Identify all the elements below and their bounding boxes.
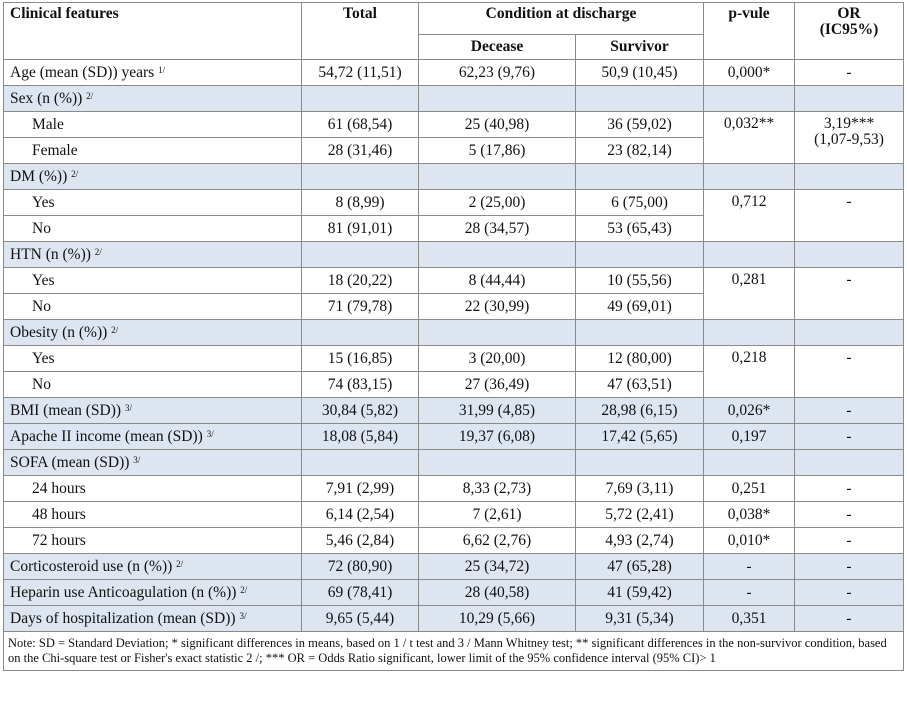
header-clinical-features: Clinical features (4, 3, 302, 60)
cell-decease: 6,62 (2,76) (419, 528, 576, 554)
row-label: No (4, 216, 302, 242)
row-label: BMI (mean (SD)) $^{3/}$ (4, 398, 302, 424)
section-row (4, 86, 904, 112)
cell-or: - (795, 476, 904, 502)
table-row (4, 190, 904, 216)
cell-decease: 25 (34,72) (419, 554, 576, 580)
row-label: Yes (4, 268, 302, 294)
cell-total: 18 (20,22) (302, 268, 419, 294)
cell-decease: 25 (40,98) (419, 112, 576, 138)
cell-pvalue: 0,218 (704, 346, 795, 398)
row-label: Obesity (n (%)) $^{2/}$ (4, 320, 302, 346)
cell-survivor: 12 (80,00) (576, 346, 704, 372)
header-row (4, 3, 904, 35)
table-row (4, 502, 904, 528)
cell-total: 9,65 (5,44) (302, 606, 419, 632)
table-note-row (4, 632, 904, 671)
cell-total: 30,84 (5,82) (302, 398, 419, 424)
cell-total: 69 (78,41) (302, 580, 419, 606)
section-row (4, 320, 904, 346)
cell-total: 74 (83,15) (302, 372, 419, 398)
header-condition: Condition at discharge (419, 3, 704, 35)
cell-total: 5,46 (2,84) (302, 528, 419, 554)
cell-survivor: 53 (65,43) (576, 216, 704, 242)
cell-pvalue: 0,026* (704, 398, 795, 424)
cell-decease: 62,23 (9,76) (419, 60, 576, 86)
table-row (4, 476, 904, 502)
row-label: HTN (n (%)) $^{2/}$ (4, 242, 302, 268)
table-row (4, 528, 904, 554)
cell-decease: 8 (44,44) (419, 268, 576, 294)
cell-pvalue: 0,197 (704, 424, 795, 450)
cell-or: - (795, 554, 904, 580)
row-label: 24 hours (4, 476, 302, 502)
cell-or: - (795, 502, 904, 528)
cell-survivor: 23 (82,14) (576, 138, 704, 164)
table-row (4, 580, 904, 606)
cell-pvalue: 0,281 (704, 268, 795, 320)
cell-decease: 28 (40,58) (419, 580, 576, 606)
cell-survivor: 47 (65,28) (576, 554, 704, 580)
row-label: Yes (4, 346, 302, 372)
cell-or: - (795, 528, 904, 554)
cell-decease: 3 (20,00) (419, 346, 576, 372)
cell-total: 6,14 (2,54) (302, 502, 419, 528)
section-row (4, 450, 904, 476)
cell-or: 3,19*** (1,07-9,53) (795, 112, 904, 164)
cell-pvalue: - (704, 554, 795, 580)
cell-or: - (795, 424, 904, 450)
cell-survivor: 17,42 (5,65) (576, 424, 704, 450)
table-note: Note: SD = Standard Deviation; * significant differences in means, based on 1 / t test and 3 / Mann Whitney test; ** significant differences in the non-survivor condition, based on the Chi-square test or Fisher's exact statistic 2 /; *** OR = Odds Ratio significant, lower limit of the 95% confidence interval (95% CI)> 1 (4, 632, 904, 671)
cell-or: - (795, 606, 904, 632)
row-label: Yes (4, 190, 302, 216)
cell-total: 18,08 (5,84) (302, 424, 419, 450)
table-row (4, 606, 904, 632)
cell-total: 8 (8,99) (302, 190, 419, 216)
clinical-features-table (3, 2, 904, 671)
row-label: DM (%)) $^{2/}$ (4, 164, 302, 190)
row-label: Apache II income (mean (SD)) $^{3/}$ (4, 424, 302, 450)
cell-pvalue: 0,251 (704, 476, 795, 502)
cell-or: - (795, 268, 904, 320)
row-label: 72 hours (4, 528, 302, 554)
row-label: Age (mean (SD)) years $^{1/}$ (4, 60, 302, 86)
cell-survivor: 5,72 (2,41) (576, 502, 704, 528)
header-or: OR (IC95%) (795, 3, 904, 60)
row-label: Heparin use Anticoagulation (n (%)) $^{2/}$ (4, 580, 302, 606)
cell-survivor: 4,93 (2,74) (576, 528, 704, 554)
table-row (4, 346, 904, 372)
table-row (4, 398, 904, 424)
cell-survivor: 41 (59,42) (576, 580, 704, 606)
row-label: Male (4, 112, 302, 138)
row-label: Sex (n (%)) $^{2/}$ (4, 86, 302, 112)
cell-pvalue: 0,712 (704, 190, 795, 242)
table-row (4, 60, 904, 86)
row-label: Corticosteroid use (n (%)) $^{2/}$ (4, 554, 302, 580)
cell-survivor: 36 (59,02) (576, 112, 704, 138)
header-pvalue: p-vule (704, 3, 795, 60)
cell-pvalue: - (704, 580, 795, 606)
section-row (4, 242, 904, 268)
cell-decease: 22 (30,99) (419, 294, 576, 320)
table-row (4, 268, 904, 294)
header-survivor: Survivor (576, 35, 704, 60)
row-label: SOFA (mean (SD)) $^{3/}$ (4, 450, 302, 476)
row-label: No (4, 372, 302, 398)
cell-decease: 7 (2,61) (419, 502, 576, 528)
cell-survivor: 9,31 (5,34) (576, 606, 704, 632)
cell-survivor: 50,9 (10,45) (576, 60, 704, 86)
cell-decease: 31,99 (4,85) (419, 398, 576, 424)
cell-decease: 10,29 (5,66) (419, 606, 576, 632)
cell-total: 61 (68,54) (302, 112, 419, 138)
row-label: No (4, 294, 302, 320)
cell-total: 81 (91,01) (302, 216, 419, 242)
cell-total: 7,91 (2,99) (302, 476, 419, 502)
cell-survivor: 28,98 (6,15) (576, 398, 704, 424)
cell-total: 72 (80,90) (302, 554, 419, 580)
cell-pvalue: 0,010* (704, 528, 795, 554)
cell-total: 71 (79,78) (302, 294, 419, 320)
cell-survivor: 10 (55,56) (576, 268, 704, 294)
cell-pvalue: 0,032** (704, 112, 795, 164)
table-row (4, 554, 904, 580)
cell-survivor: 47 (63,51) (576, 372, 704, 398)
table-row (4, 424, 904, 450)
cell-total: 54,72 (11,51) (302, 60, 419, 86)
header-total: Total (302, 3, 419, 60)
cell-decease: 19,37 (6,08) (419, 424, 576, 450)
cell-survivor: 49 (69,01) (576, 294, 704, 320)
cell-or: - (795, 346, 904, 398)
cell-decease: 8,33 (2,73) (419, 476, 576, 502)
cell-or: - (795, 190, 904, 242)
row-label: 48 hours (4, 502, 302, 528)
table-row (4, 112, 904, 138)
cell-total: 15 (16,85) (302, 346, 419, 372)
row-label: Female (4, 138, 302, 164)
cell-total: 28 (31,46) (302, 138, 419, 164)
cell-survivor: 7,69 (3,11) (576, 476, 704, 502)
cell-decease: 28 (34,57) (419, 216, 576, 242)
cell-decease: 27 (36,49) (419, 372, 576, 398)
section-row (4, 164, 904, 190)
cell-pvalue: 0,038* (704, 502, 795, 528)
cell-decease: 2 (25,00) (419, 190, 576, 216)
cell-survivor: 6 (75,00) (576, 190, 704, 216)
cell-pvalue: 0,000* (704, 60, 795, 86)
header-decease: Decease (419, 35, 576, 60)
cell-or: - (795, 398, 904, 424)
cell-decease: 5 (17,86) (419, 138, 576, 164)
row-label: Days of hospitalization (mean (SD)) $^{3/}$ (4, 606, 302, 632)
cell-or: - (795, 580, 904, 606)
cell-pvalue: 0,351 (704, 606, 795, 632)
cell-or: - (795, 60, 904, 86)
